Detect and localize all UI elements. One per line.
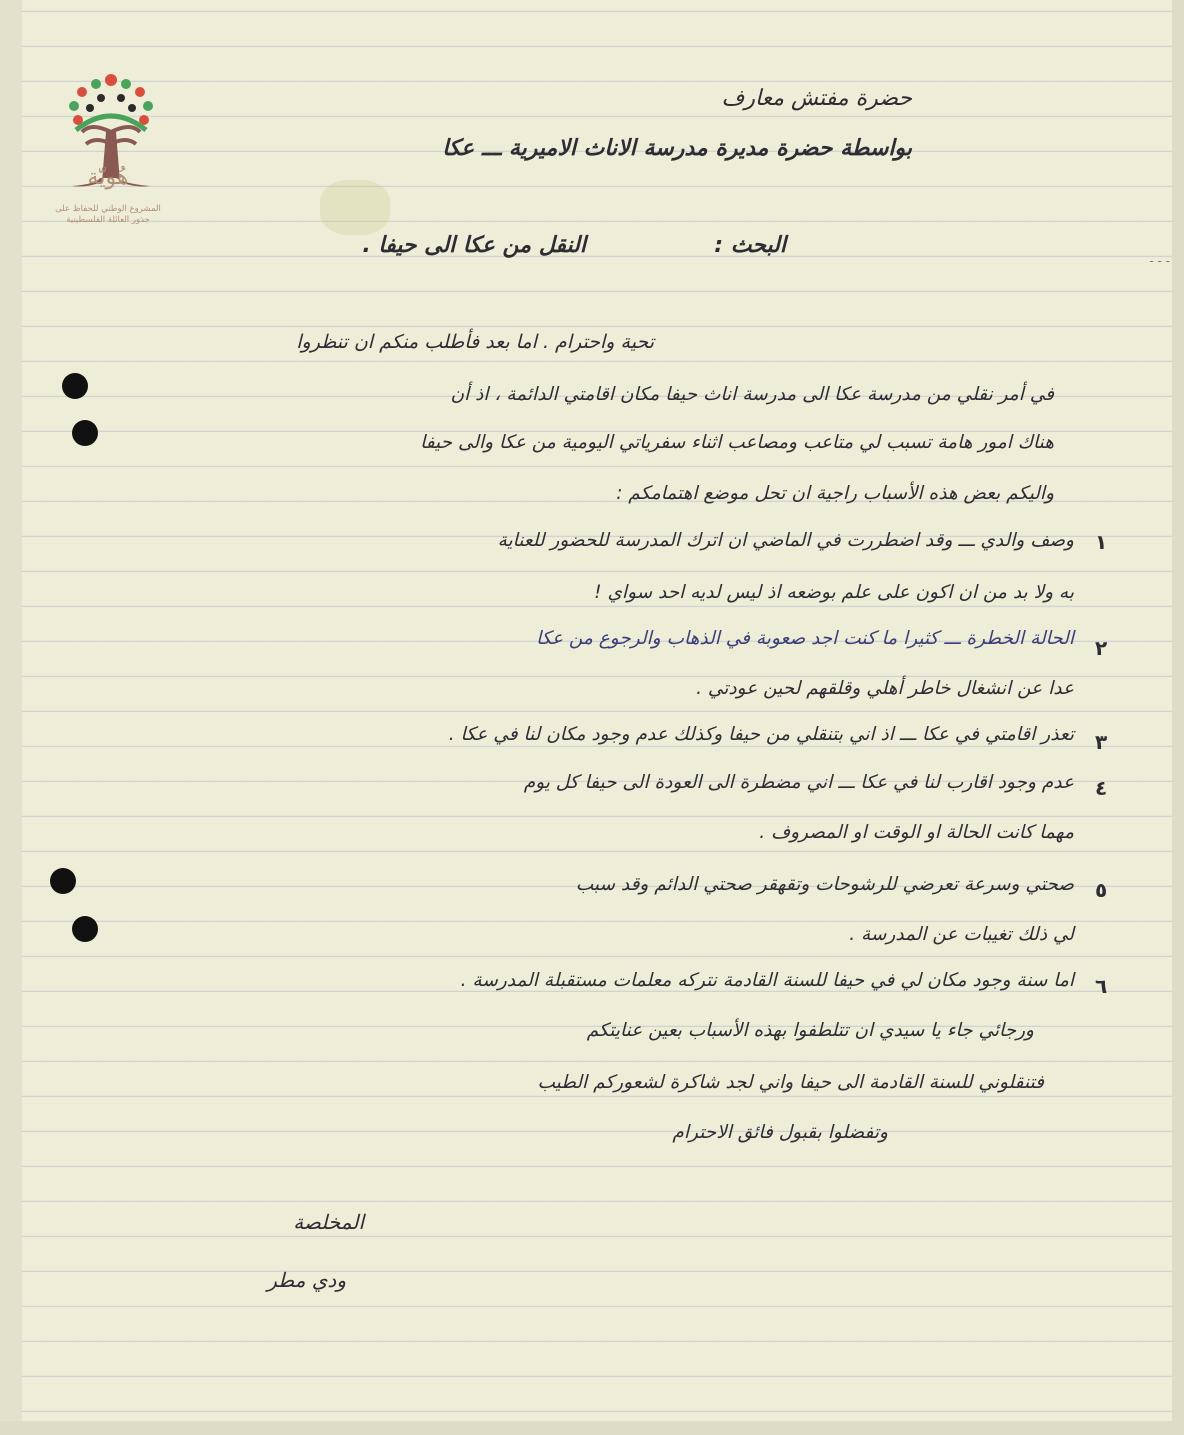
- item-5-line-2: لي ذلك تغيبات عن المدرسة .: [849, 924, 1074, 945]
- scan-border-right: [1172, 0, 1184, 1435]
- item-2-line-1: الحالة الخطرة ـــ كثيرا ما كنت اجد صعوبة في الذهاب والرجوع من عكا: [536, 628, 1074, 649]
- item-number: ١: [1095, 530, 1108, 554]
- item-number: ٢: [1095, 636, 1108, 660]
- punch-hole: [72, 916, 98, 942]
- item-5-line-1: صحتي وسرعة تعرضي للرشوحات وتقهقر صحتي الدائم وقد سبب: [575, 874, 1074, 895]
- item-6-line-1: اما سنة وجود مكان لي في حيفا للسنة القادمة نتركه معلمات مستقبلة المدرسة .: [460, 970, 1074, 991]
- subject-label: البحث :: [714, 233, 786, 258]
- logo-wordmark: هُويّة: [87, 165, 129, 190]
- punch-hole: [50, 868, 76, 894]
- item-2-line-2: عدا عن انشغال خاطر أهلي وقلقهم لحين عودتي .: [696, 678, 1074, 699]
- item-number: ٤: [1095, 776, 1108, 800]
- item-4-line-2: مهما كانت الحالة او الوقت او المصروف .: [759, 822, 1074, 843]
- via-line: بواسطة حضرة مديرة مدرسة الاناث الاميرية ـــ عكا: [442, 136, 912, 161]
- signature-name: ودي مطر: [267, 1268, 346, 1292]
- margin-mark: - - -: [1149, 254, 1170, 268]
- addressee-line: حضرة مفتش معارف: [721, 86, 912, 111]
- closing-line-3: وتفضلوا بقبول فائق الاحترام: [672, 1122, 888, 1143]
- scan-border-bottom: [0, 1421, 1184, 1435]
- greeting-line: تحية واحترام . اما بعد فأطلب منكم ان تنظروا: [296, 331, 654, 353]
- intro-line-3: واليكم بعض هذه الأسباب راجية ان تحل موضع اهتمامكم :: [616, 483, 1054, 504]
- item-number: ٣: [1095, 730, 1108, 754]
- intro-line-1: في أمر نقلي من مدرسة عكا الى مدرسة اناث حيفا مكان اقامتي الدائمة ، اذ أن: [450, 384, 1054, 405]
- item-4-line-1: عدم وجود اقارب لنا في عكا ـــ اني مضطرة الى العودة الى حيفا كل يوم: [523, 772, 1074, 793]
- item-1-line-2: به ولا بد من ان اكون على علم بوضعه اذ ليس لديه احد سواي !: [594, 582, 1074, 603]
- paper-stain: [320, 180, 390, 235]
- signature-label: المخلصة: [293, 1210, 364, 1234]
- item-number: ٦: [1095, 974, 1108, 998]
- logo-subtitle: المشروع الوطني للحفاظ على جذور العائلة الفلسطينية: [55, 204, 161, 225]
- item-3-line-1: تعذر اقامتي في عكا ـــ اذ اني بتنقلي من حيفا وكذلك عدم وجود مكان لنا في عكا .: [448, 724, 1074, 745]
- subject-text: النقل من عكا الى حيفا .: [362, 233, 586, 258]
- item-1-line-1: وصف والدي ـــ وقد اضطررت في الماضي ان اترك المدرسة للحضور للعناية: [497, 530, 1074, 551]
- intro-line-2: هناك امور هامة تسبب لي متاعب ومصاعب اثناء سفرياتي اليومية من عكا والى حيفا: [420, 432, 1054, 453]
- closing-line-1: ورجائي جاء يا سيدي ان تتلطفوا بهذه الأسباب بعين عنايتكم: [586, 1020, 1034, 1041]
- punch-hole: [72, 420, 98, 446]
- scan-border-left: [0, 0, 22, 1435]
- punch-hole: [62, 373, 88, 399]
- item-number: ٥: [1095, 878, 1108, 902]
- closing-line-2: فتنقلوني للسنة القادمة الى حيفا واني لجد شاكرة لشعوركم الطيب: [537, 1072, 1044, 1093]
